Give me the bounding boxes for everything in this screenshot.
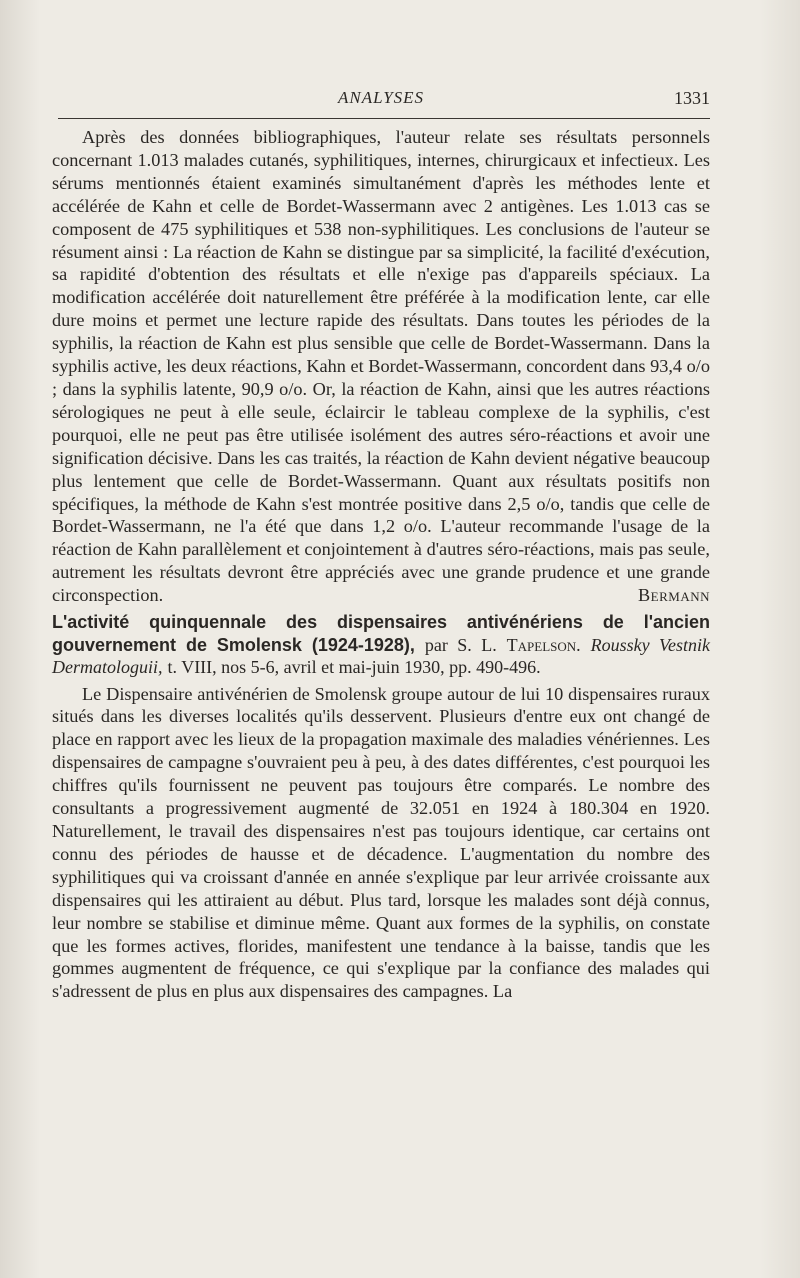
article-by: par S. L. [424,634,497,655]
review-2-heading [52,611,710,679]
page-number: 1331 [674,88,710,108]
review-2-body: Le Dispensaire antivénérien de Smolensk groupe autour de lui 10 dispensaires ruraux situés dans les diverses localités qu'ils desservent. Plusieurs d'entre eux ont changé de place en rapport avec les lieux de la propagation maximale des maladies vénériennes. Les dispensaires de campagne s'ouvraient peu à peu, à des dates différentes, c'est pourquoi les chiffres qu'ils fournissent ne peuvent pas toujours être comparés. Le nombre des consultants a progressivement augmenté de 32.051 en 1924 à 180.304 en 1920. Naturellement, le travail des dispensaires n'est pas toujours identique, car certains ont connu des périodes de hausse et de décadence. L'augmentation du nombre des syphilitiques qui va croissant d'année en année s'explique par leur arrivée croissante aux dispensaires qui les attiraient au début. Plus tard, lorsque les malades sont déjà connus, leur nombre se stabilise et diminue même. Quant aux formes de la syphilis, on constate que les formes actives, florides, manifestent une tendance à la baisse, tandis que les gommes augmentent de fréquence, ce qui s'explique par la confiance des malades qui s'adressent de plus en plus aux dispensaires des campagnes. La [52,683,710,1002]
page-header [52,88,710,116]
review-1-body [52,126,710,607]
article-title: L'activité quinquennale des dispensaires antivénériens de l'ancien gouvernement de Smolensk (1924-1928), [52,612,710,655]
running-title: ANALYSES [337,88,425,107]
header-rule [58,118,710,119]
journal-citation: t. VIII, nos 5-6, avril et mai-juin 1930, pp. 490-496. [167,657,541,678]
journal-name: Roussky Vestnik Dermatologuii, [52,634,710,678]
page-body [52,126,710,1003]
review-1-text: Après des données bibliographiques, l'auteur relate ses résultats personnels concernant 1.013 malades cutanés, syphilitiques, internes, chirurgicaux et infectieux. Les sérums mentionnés étaient examinés simultanément d'après les méthodes lente et accélérée de Kahn et celle de Bordet-Wassermann avec 2 antigènes. Les 1.013 cas se composent de 475 syphilitiques et 538 non-syphilitiques. Les conclusions de l'auteur se résument ainsi : La réaction de Kahn se distingue par sa simplicité, la facilité d'exécution, sa rapidité d'obtention des résultats et elle n'exige pas d'appareils spéciaux. La modification accélérée doit naturellement être préférée à la modification lente, car elle dure moins et permet une lecture rapide des résultats. Dans toutes les périodes de la syphilis, la réaction de Kahn est plus sensible que celle de Bordet-Wassermann. Dans la syphilis active, les deux réactions, Kahn et Bordet-Wassermann, concordent dans 93,4 o/o ; dans la syphilis latente, 90,9 o/o. Or, la réaction de Kahn, ainsi que les autres réactions sérologiques ne peut à elle seule, éclaircir le tableau complexe de la syphilis, c'est pourquoi, elle ne peut pas être utilisée isolément des autres séro-réactions et avoir une signification décisive. Dans les cas traités, la réaction de Kahn devient négative beaucoup plus lentement que celle de Bordet-Wassermann. Quant aux résultats positifs non spécifiques, la méthode de Kahn s'est montrée positive dans 2,5 o/o, tandis que celle de Bordet-Wassermann, ne l'a été que dans 1,2 o/o. L'auteur recommande l'usage de la réaction de Kahn parallèlement et conjointement à d'autres séro-réactions, mais pas seule, autrement les résultats devront être appréciés avec une grande prudence et une grande circonspection. [52,127,710,606]
article-author: Tapelson. [506,634,581,655]
review-1-signature: Bermann [637,585,710,606]
